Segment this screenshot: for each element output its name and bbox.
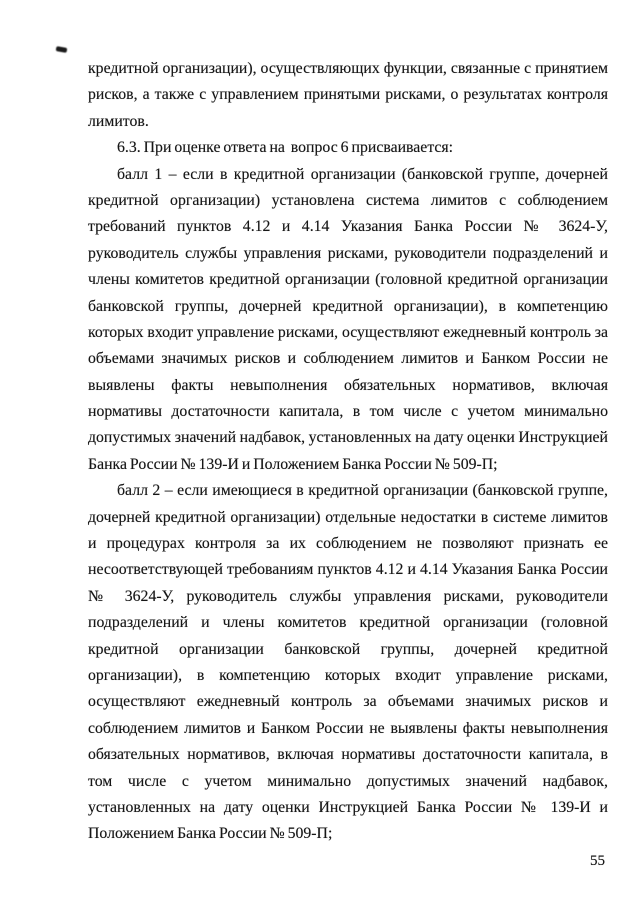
- text-line: подразделений и члены комитетов кредитной организации (головной: [88, 614, 608, 632]
- text-line: дочерней кредитной организации) отдельные недостатки в системе лимитов: [88, 508, 608, 526]
- text-line: требований пунктов 4.12 и 4.14 Указания Банка России № 3624-У,: [88, 218, 608, 236]
- text-line: кредитной организации) установлена система лимитов с соблюдением: [88, 191, 608, 209]
- text-line: лимитов.: [88, 112, 149, 130]
- text-line: банковской группы, дочерней кредитной организации), в компетенцию: [88, 297, 608, 315]
- text-line: кредитной организации банковской группы, дочерней кредитной: [88, 640, 608, 658]
- text-line: соблюдением лимитов и Банком России не выявлены факты невыполнения: [88, 719, 608, 737]
- text-line: допустимых значений надбавок, установленных на дату оценки Инструкцией: [88, 429, 608, 447]
- text-line: которых входит управление рисками, осуществляют ежедневный контроль за: [88, 323, 608, 341]
- text-line: рисков, а также с управлением принятыми рисками, о результатах контроля: [88, 86, 608, 104]
- text-line: осуществляют ежедневный контроль за объемами значимых рисков и: [88, 693, 608, 711]
- text-line: 6.3. При оценке ответа на вопрос 6 присваивается:: [117, 139, 454, 157]
- text-line: № 3624-У, руководитель службы управления рисками, руководители: [88, 587, 608, 605]
- text-line: руководитель службы управления рисками, руководители подразделений и: [88, 244, 608, 262]
- text-line: члены комитетов кредитной организации (головной кредитной организации: [88, 271, 608, 289]
- paragraph: [88, 135, 608, 161]
- text-line: организации), в компетенцию которых входит управление рисками,: [88, 666, 608, 684]
- text-line: Положением Банка России № 509-П;: [88, 825, 333, 843]
- text-line: том числе с учетом минимально допустимых значений надбавок,: [88, 772, 608, 790]
- text-line: балл 1 – если в кредитной организации (банковской группе, дочерней: [117, 165, 608, 183]
- scan-artifact-mark: [56, 46, 68, 53]
- paragraph: [88, 162, 608, 479]
- text-line: выявлены факты невыполнения обязательных нормативов, включая: [88, 376, 608, 394]
- text-line: и процедурах контроля за их соблюдением не позволяют признать ее: [88, 535, 608, 553]
- text-line: нормативы достаточности капитала, в том числе с учетом минимально: [88, 403, 608, 421]
- text-line: установленных на дату оценки Инструкцией Банка России № 139-И и: [88, 798, 608, 816]
- text-line: обязательных нормативов, включая нормативы достаточности капитала, в: [88, 746, 608, 764]
- paragraph: [88, 56, 608, 135]
- text-line: объемами значимых рисков и соблюдением лимитов и Банком России не: [88, 350, 608, 368]
- text-line: балл 2 – если имеющиеся в кредитной организации (банковской группе,: [117, 482, 608, 500]
- text-line: несоответствующей требованиям пунктов 4.12 и 4.14 Указания Банка России: [88, 561, 608, 579]
- text-line: кредитной организации), осуществляющих функции, связанные с принятием: [88, 60, 608, 77]
- page-number: 55: [590, 853, 605, 869]
- paragraph: [88, 478, 608, 847]
- text-line: Банка России № 139-И и Положением Банка России № 509-П;: [88, 455, 498, 473]
- document-text: [88, 56, 608, 848]
